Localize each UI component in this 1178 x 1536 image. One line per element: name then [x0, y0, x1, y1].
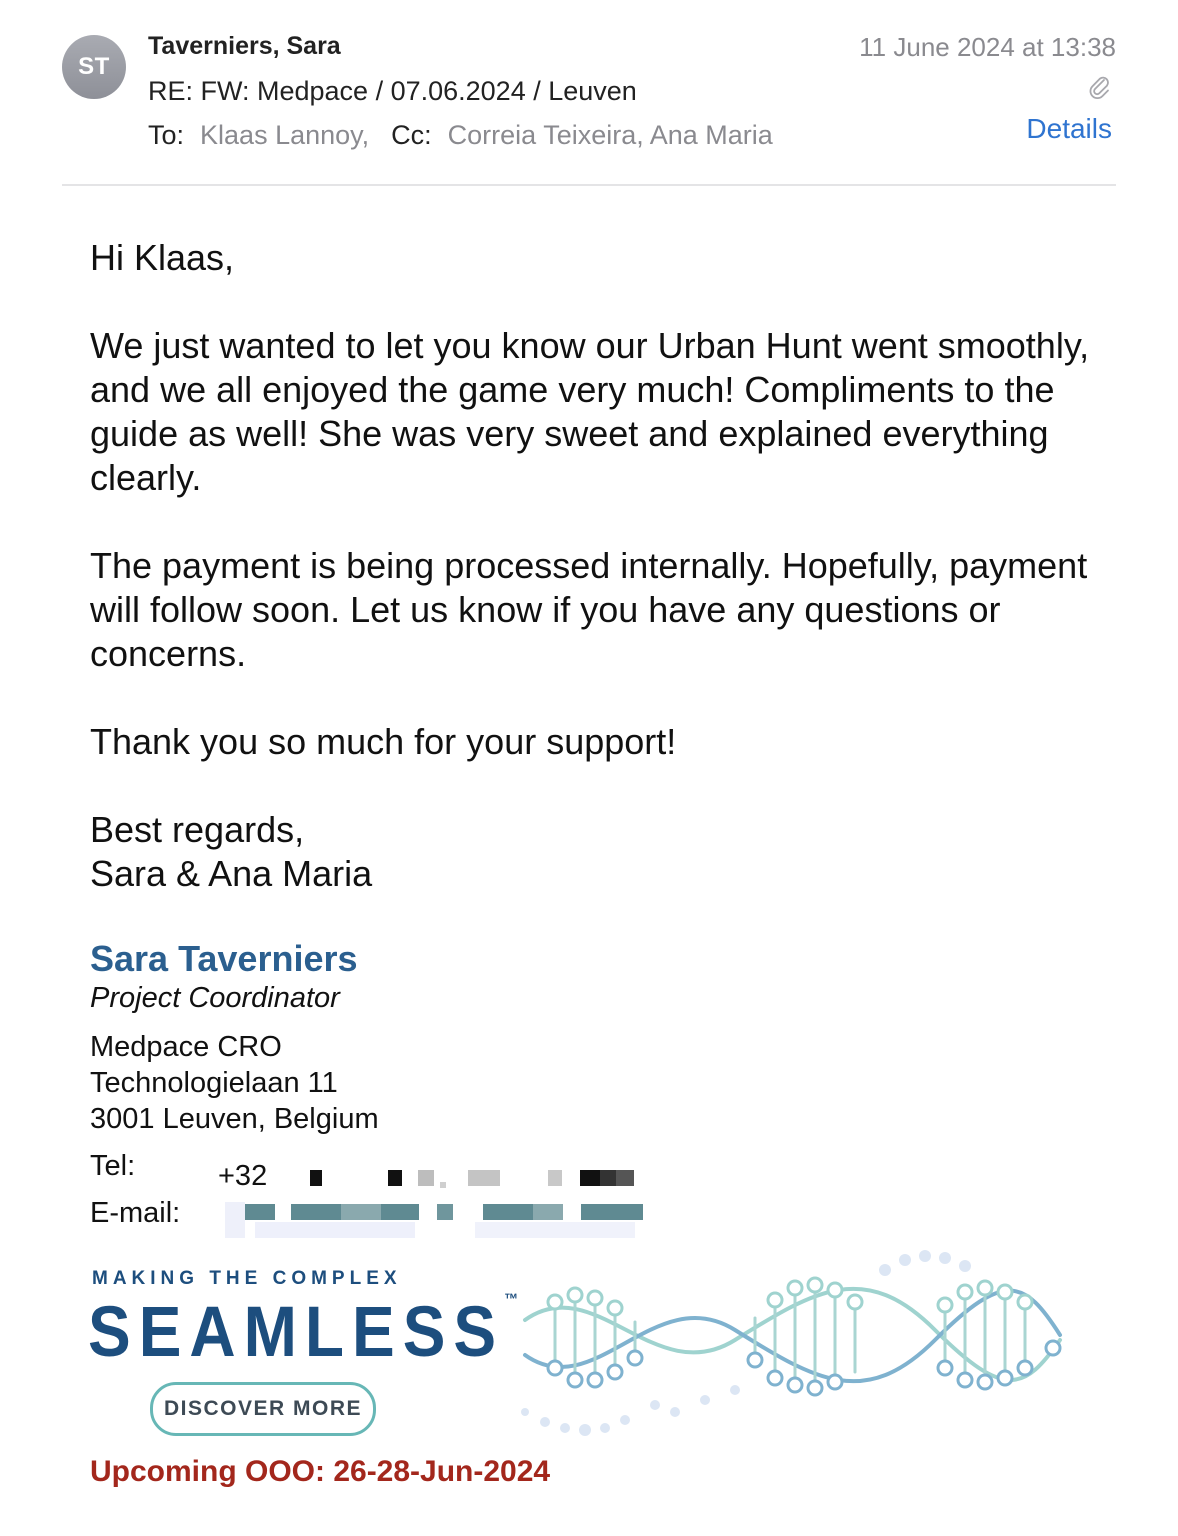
banner-headline: [88, 1290, 518, 1373]
to-label: To:: [148, 120, 185, 150]
greeting: Hi Klaas,: [90, 237, 235, 278]
email-header: [0, 0, 1178, 186]
email-subject: RE: FW: Medpace / 07.06.2024 / Leuven: [148, 76, 637, 106]
cc-recipient[interactable]: Correia Teixeira, Ana Maria: [447, 120, 773, 150]
signature-title: Project Coordinator: [90, 982, 340, 1014]
sender-avatar[interactable]: ST: [62, 35, 126, 99]
body-paragraph-thanks: Thank you so much for your support!: [90, 721, 677, 762]
redacted-email-address: [225, 1200, 645, 1240]
sender-name[interactable]: Taverniers, Sara: [148, 32, 341, 60]
signature-street: Technologielaan 11: [90, 1067, 338, 1099]
signature-address: [90, 1029, 379, 1137]
signature-company: Medpace CRO: [90, 1031, 282, 1063]
cc-label: Cc:: [391, 120, 432, 150]
header-divider: [62, 184, 1116, 186]
closing: Best regards,: [90, 809, 305, 850]
banner-headline-text: SEAMLESS: [88, 1291, 505, 1372]
closing-names: Sara & Ana Maria: [90, 853, 373, 894]
to-recipient[interactable]: Klaas Lannoy,: [200, 120, 370, 150]
banner-tagline: MAKING THE COMPLEX: [92, 1268, 402, 1289]
body-paragraph-feedback: We just wanted to let you know our Urban Hunt went smoothly, and we all enjoyed the game very much! Compliments to the guide as well! She was very sweet and explained everything clearly.: [90, 325, 1090, 498]
trademark-mark: ™: [504, 1290, 519, 1308]
tel-label: Tel:: [90, 1150, 136, 1182]
recipients-line: [148, 120, 773, 151]
tel-prefix: +32: [218, 1160, 268, 1192]
signature-city: 3001 Leuven, Belgium: [90, 1103, 379, 1135]
paperclip-icon[interactable]: [1088, 74, 1112, 100]
email-body: [90, 236, 1130, 896]
body-paragraph-payment: The payment is being processed internally. Hopefully, payment will follow soon. Let us know if you have any questions or concerns.: [90, 545, 1088, 674]
dna-helix-graphic: [505, 1240, 1075, 1450]
out-of-office-notice: Upcoming OOO: 26-28-Jun-2024: [90, 1455, 551, 1488]
email-label: E-mail:: [90, 1197, 181, 1229]
details-link[interactable]: Details: [1026, 113, 1112, 144]
signature-name: Sara Taverniers: [90, 938, 358, 979]
discover-more-button[interactable]: DISCOVER MORE: [150, 1382, 376, 1436]
redacted-phone-number: [290, 1168, 644, 1190]
email-date: 11 June 2024 at 13:38: [859, 32, 1116, 62]
